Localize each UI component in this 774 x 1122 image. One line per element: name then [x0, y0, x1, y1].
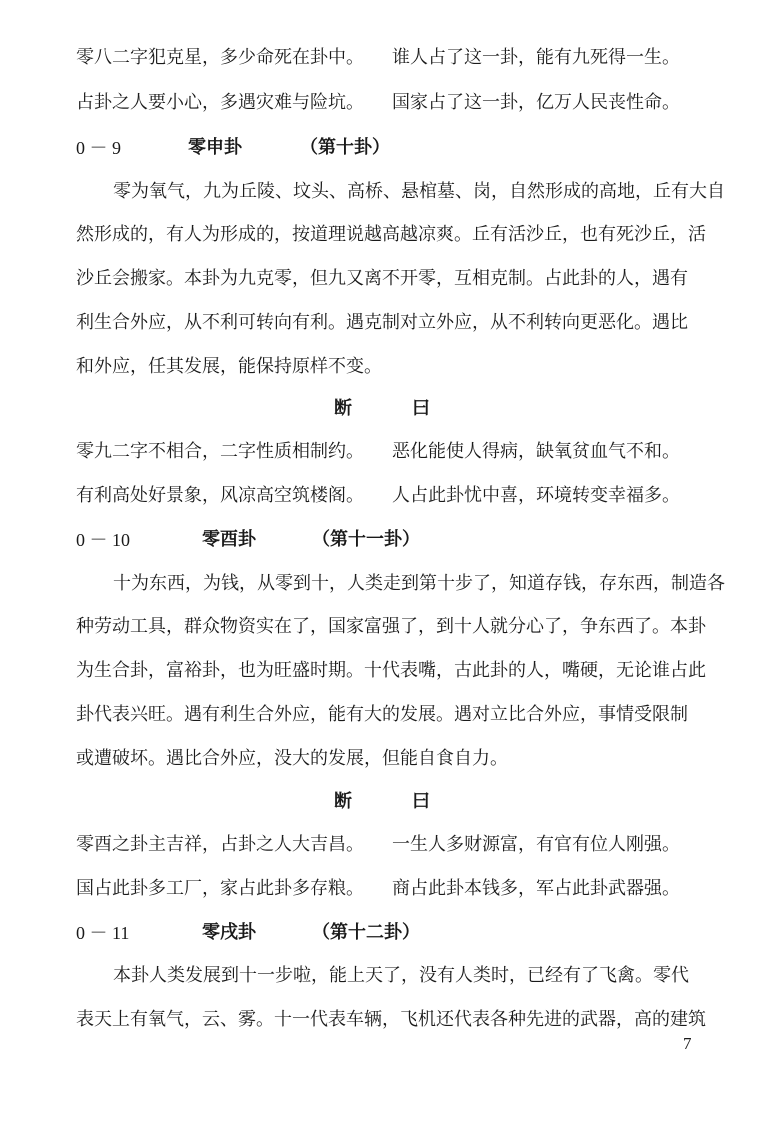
verse-line [76, 833, 716, 857]
paragraph-line: 种劳动工具，群众物资实在了，国家富强了，到十人就分心了，争东西了。本卦 [76, 616, 706, 637]
paragraph-line: 或遭破坏。遇比合外应，没大的发展，但能自食自力。 [76, 748, 508, 769]
verse-half: 谁人占了这一卦，能有九死得一生。 [392, 47, 680, 68]
verse-half: 零酉之卦主吉祥，占卦之人大吉昌。 [76, 834, 364, 855]
section-order: （第十一卦） [312, 529, 420, 550]
verse-half: 国家占了这一卦，亿万人民丧性命。 [392, 92, 680, 113]
section-number: 0 － 11 [76, 923, 130, 943]
verse-half: 零九二字不相合，二字性质相制约。 [76, 441, 364, 462]
paragraph-line: 本卦人类发展到十一步啦，能上天了，没有人类时，已经有了飞禽。零代 [113, 965, 689, 986]
verse-half: 占卦之人要小心，多遇灾难与险坑。 [76, 92, 364, 113]
paragraph-line: 卦代表兴旺。遇有利生合外应，能有大的发展。遇对立比合外应，事情受限制 [76, 704, 688, 725]
page-number: 7 [683, 1034, 692, 1053]
verse-half: 恶化能使人得病，缺氧贫血气不和。 [392, 441, 680, 462]
section-title: 零酉卦 [202, 529, 256, 550]
section-title: 零戌卦 [202, 922, 256, 943]
paragraph-line: 十为东西，为钱，从零到十，人类走到第十步了，知道存钱，存东西，制造各 [113, 573, 725, 594]
duan-char: 断 [334, 791, 352, 812]
section-order: （第十卦） [300, 137, 390, 158]
paragraph-line: 表天上有氧气，云、雾。十一代表车辆，飞机还代表各种先进的武器，高的建筑 [76, 1009, 706, 1030]
verse-half: 有利高处好景象，风凉高空筑楼阁。 [76, 485, 364, 506]
verse-half: 人占此卦忧中喜，环境转变幸福多。 [392, 485, 680, 506]
verse-half: 一生人多财源富，有官有位人刚强。 [392, 834, 680, 855]
paragraph-line: 然形成的，有人为形成的，按道理说越高越凉爽。丘有活沙丘，也有死沙丘，活 [76, 224, 706, 245]
paragraph-line: 零为氧气，九为丘陵、坟头、高桥、悬棺墓、岗，自然形成的高地，丘有大自 [113, 181, 725, 202]
verse-half: 国占此卦多工厂，家占此卦多存粮。 [76, 878, 364, 899]
paragraph-line: 为生合卦，富裕卦，也为旺盛时期。十代表嘴，古此卦的人，嘴硬，无论谁占此 [76, 660, 706, 681]
duan-char: 断 [334, 398, 352, 419]
paragraph-line: 沙丘会搬家。本卦为九克零，但九又离不开零，互相克制。占此卦的人，遇有 [76, 268, 688, 289]
verse-line [76, 91, 716, 115]
verse-line [76, 484, 716, 508]
section-order: （第十二卦） [312, 922, 420, 943]
section-number: 0 － 10 [76, 530, 130, 550]
section-title: 零申卦 [188, 137, 242, 158]
paragraph-line: 利生合外应，从不利可转向有利。遇克制对立外应，从不利转向更恶化。遇比 [76, 312, 688, 333]
yue-char: 曰 [412, 791, 430, 812]
yue-char: 曰 [412, 398, 430, 419]
verse-line [76, 46, 716, 70]
paragraph-line: 和外应，任其发展，能保持原样不变。 [76, 356, 382, 377]
verse-line [76, 440, 716, 464]
verse-half: 商占此卦本钱多，军占此卦武器强。 [392, 878, 680, 899]
verse-line [76, 877, 716, 901]
section-number: 0 － 9 [76, 138, 121, 158]
verse-half: 零八二字犯克星，多少命死在卦中。 [76, 47, 364, 68]
